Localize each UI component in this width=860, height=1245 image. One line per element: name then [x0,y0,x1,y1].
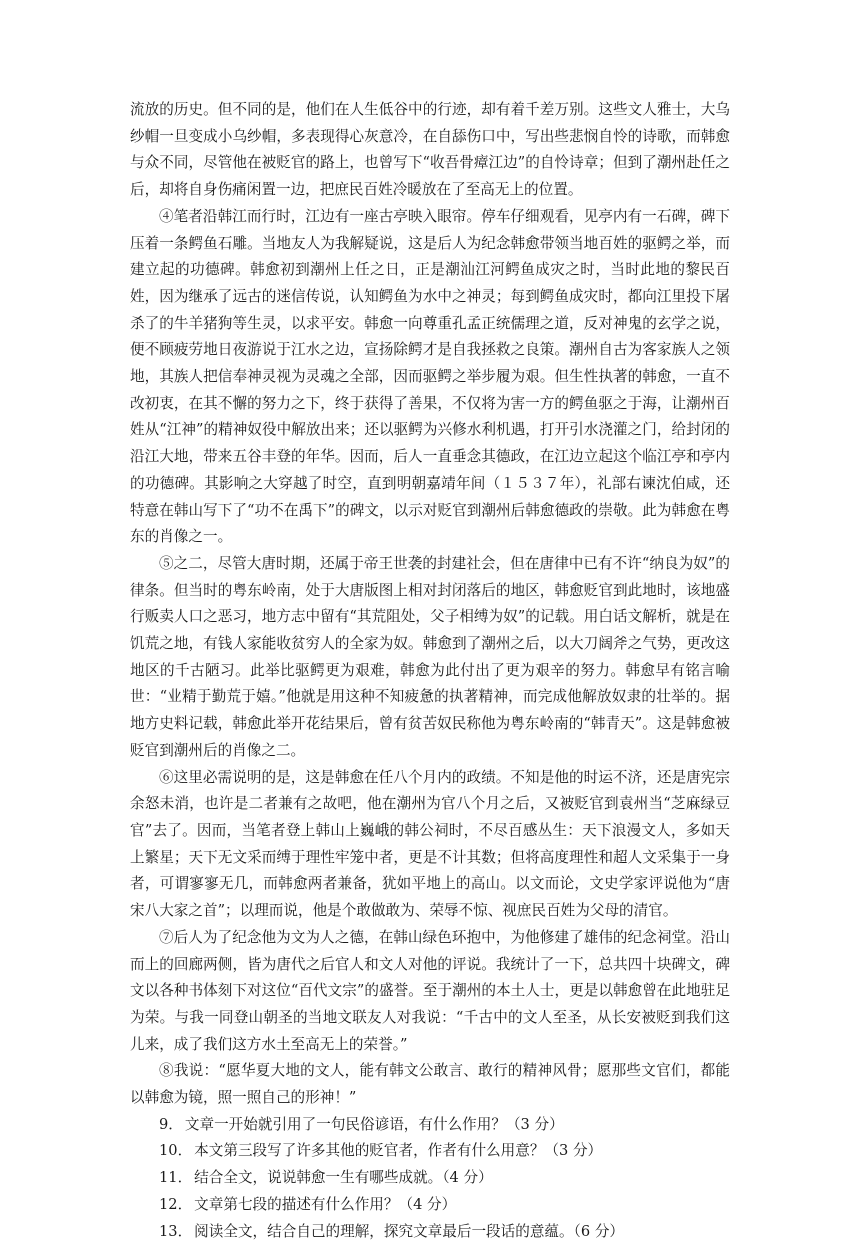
question-text: 结合全文，说说韩愈一生有哪些成就。（4 分） [194,1169,493,1187]
question-item [130,1219,730,1245]
question-item [130,1138,730,1165]
question-number: 11． [159,1169,193,1187]
paragraph-5: ⑤之二，尽管大唐时期，还属于帝王世袭的封建社会，但在唐律中已有不许“纳良为奴”的律条。但当时的粤东岭南，处于大唐版图上相对封闭落后的地区，韩愈贬官到此地时，该地盛行贩卖人口之恶习，地方志中留有“其荒阻处，父子相缚为奴”的记载。用白话文解析，就是在饥荒之地，有钱人家能收贫穷人的全家为奴。韩愈到了潮州之后，以大刀阔斧之气势，更改这地区的千古陋习。此举比驱鳄更为艰难，韩愈为此付出了更为艰辛的努力。韩愈早有铭言喻世：“业精于勤荒于嬉。”他就是用这种不知疲惫的执著精神，而完成他解放奴隶的壮举的。据地方史料记载，韩愈此举开花结果后，曾有贫苦奴民称他为粤东岭南的“韩青天”。这是韩愈被贬官到潮州后的肖像之二。 [130,554,730,759]
question-text: 本文第三段写了许多其他的贬官者，作者有什么用意？（3 分） [194,1142,603,1160]
question-item [130,1192,730,1219]
paragraph-4: ④笔者沿韩江而行时，江边有一座古亭映入眼帘。停车仔细观看，见亭内有一石碑，碑下压着一条鳄鱼石雕。当地友人为我解疑说，这是后人为纪念韩愈带领当地百姓的驱鳄之举，而建立起的功德碑。韩愈初到潮州上任之日，正是潮汕江河鳄鱼成灾之时，当时此地的黎民百姓，因为继承了远古的迷信传说，认知鳄鱼为水中之神灵；每到鳄鱼成灾时，都向江里投下屠杀了的牛羊猪狗等生灵，以求平安。韩愈一向尊重孔孟正统儒理之道，反对神鬼的玄学之说，便不顾疲劳地日夜游说于江水之边，宣扬除鳄才是自我拯救之良策。潮州自古为客家族人之领地，其族人把信奉神灵视为灵魂之全部，因而驱鳄之举步履为艰。但生性执著的韩愈，一直不改初衷，在其不懈的努力之下，终于获得了善果，不仅将为害一方的鳄鱼驱之于海，让潮州百姓从“江神”的精神奴役中解放出来；还以驱鳄为兴修水利机遇，打开引水浇灌之门，给封闭的沿江大地，带来五谷丰登的年华。因而，后人一直垂念其德政，在江边立起这个临江亭和亭内的功德碑。其影响之大穿越了时空，直到明朝嘉靖年间（１５３７年），礼部右谏沈伯咸，还特意在韩山写下了“功不在禹下”的碑文，以示对贬官到潮州后韩愈德政的崇敬。此为韩愈在粤东的肖像之一。 [130,207,730,546]
paragraph-continuation: 流放的历史。但不同的是，他们在人生低谷中的行迹，却有着千差万别。这些文人雅士，大乌纱帽一旦变成小乌纱帽，多表现得心灰意冷，在自舔伤口中，写出些悲悯自怜的诗歌，而韩愈与众不同，尽管他在被贬官的路上，也曾写下“收吾骨瘴江边”的自怜诗章；但到了潮州赴任之后，却将自身伤痛闲置一边，把庶民百姓冷暖放在了至高无上的位置。 [130,101,730,199]
question-list [130,1112,730,1245]
question-number: 13． [159,1222,193,1240]
question-text: 文章一开始就引用了一句民俗谚语，有什么作用？（3 分） [184,1115,564,1133]
question-item [130,1165,730,1192]
question-text: 文章第七段的描述有什么作用？（4 分） [194,1195,457,1213]
paragraph-6: ⑥这里必需说明的是，这是韩愈在任八个月内的政绩。不知是他的时运不济，还是唐宪宗余怒未消，也许是二者兼有之故吧，他在潮州为官八个月之后，又被贬官到袁州当“芝麻绿豆官”去了。因而，当笔者登上韩山上巍峨的韩公祠时，不尽百感丛生：天下浪漫文人，多如天上繁星；天下无文采而缚于理性牢笼中者，更是不计其数；但将高度理性和超人文采集于一身者，可谓寥寥无几，而韩愈两者兼备，犹如平地上的高山。以文而论，文史学家评说他为“唐宋八大家之首”；以理而说，他是个敢做敢为、荣辱不惊、视庶民百姓为父母的清官。 [130,768,730,920]
paragraph-8: ⑧我说：“愿华夏大地的文人，能有韩文公敢言、敢行的精神风骨；愿那些文官们，都能以韩愈为镜，照一照自己的形神！” [130,1062,730,1107]
question-number: 12． [159,1195,193,1213]
document-page [130,97,730,1245]
question-number: 9． [159,1115,183,1133]
question-text: 阅读全文，结合自己的理解，探究文章最后一段话的意蕴。（6 分） [194,1222,625,1240]
question-number: 10． [159,1142,193,1160]
question-item [130,1112,730,1139]
paragraph-7: ⑦后人为了纪念他为文为人之德，在韩山绿色环抱中，为他修建了雄伟的纪念祠堂。沿山而上的回廊两侧，皆为唐代之后官人和文人对他的评说。我统计了一下，总共四十块碑文，碑文以各种书体刻下对这位“百代文宗”的盛誉。至于潮州的本土人士，更是以韩愈曾在此地驻足为荣。与我一同登山朝圣的当地文联友人对我说：“千古中的文人至圣，从长安被贬到我们这儿来，成了我们这方水土至高无上的荣誉。” [130,928,730,1053]
